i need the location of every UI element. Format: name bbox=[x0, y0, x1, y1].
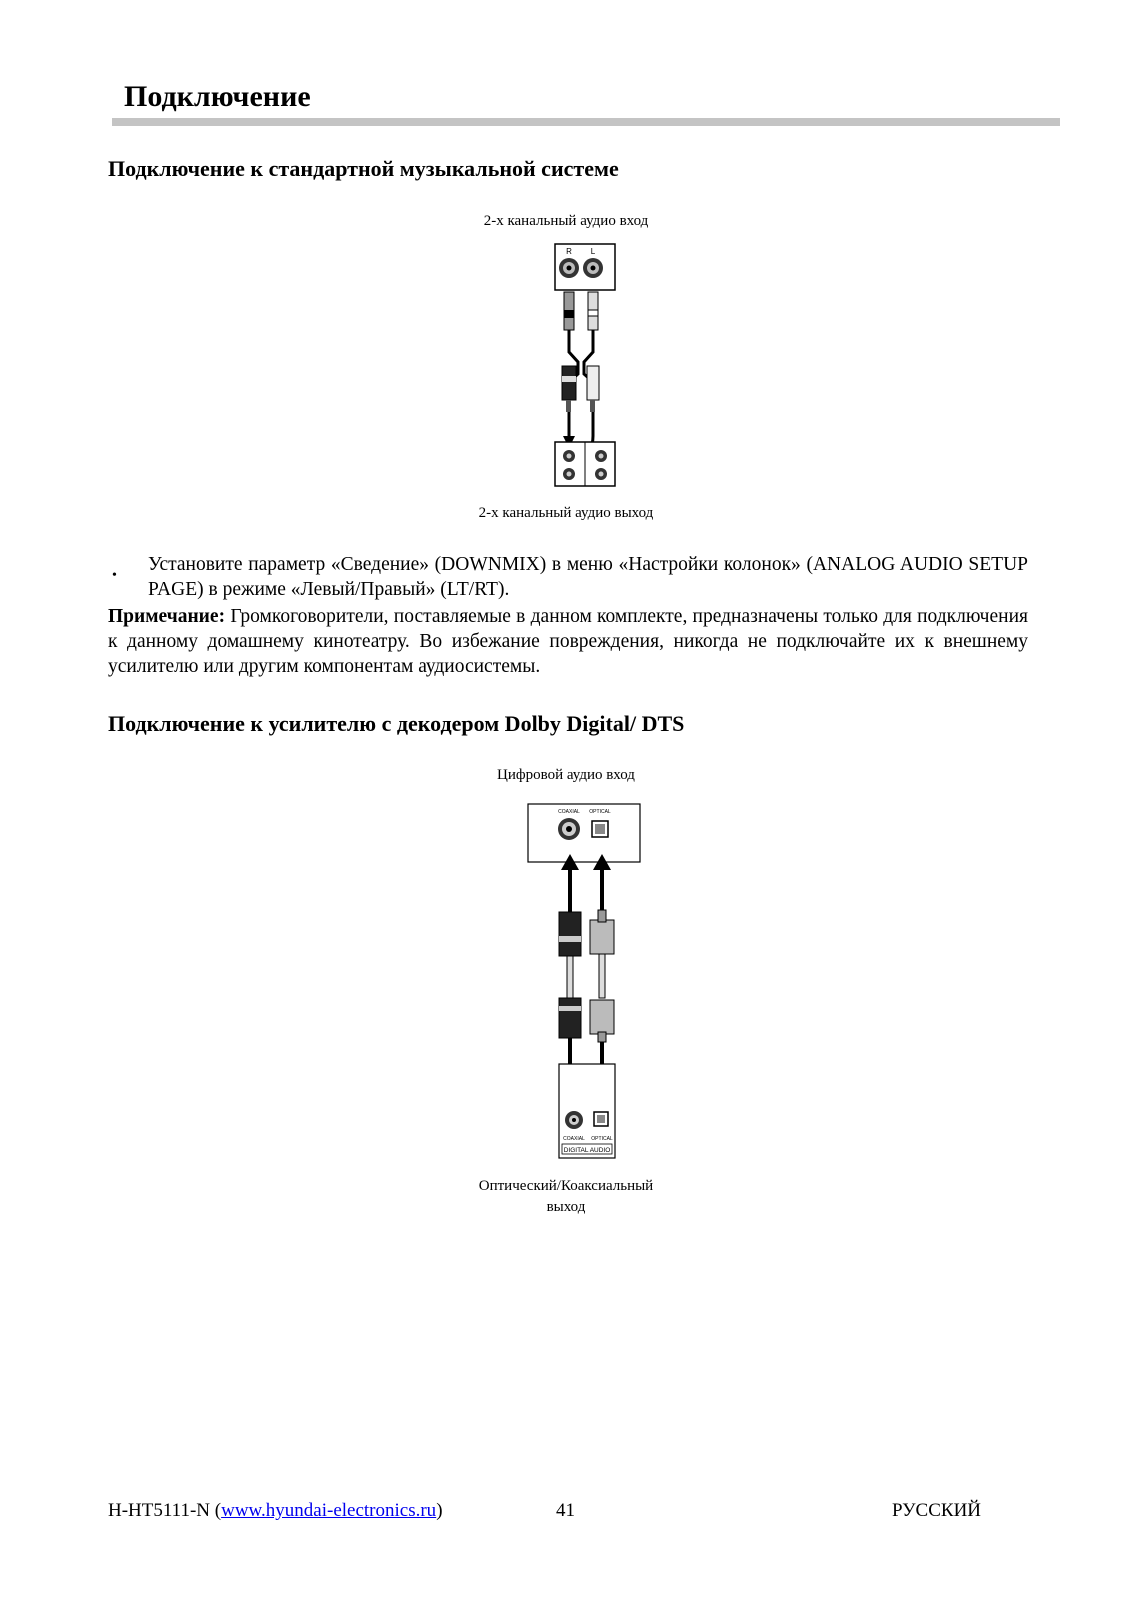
footer-model-suffix: ) bbox=[436, 1500, 443, 1521]
title-divider bbox=[112, 118, 1060, 126]
note-text: Громкоговорители, поставляемые в данном комплекте, предназначены только для подключения к данному домашнему кинотеатру. Во избежание повреждения, никогда не подключайте их к внешнему усилителю или другим компонентам аудиосистемы. bbox=[108, 606, 1028, 677]
coaxial-jack-icon bbox=[565, 1111, 583, 1129]
digital-input-panel bbox=[528, 804, 640, 862]
coaxial-jack-icon bbox=[558, 818, 580, 840]
section1-caption-top: 2-х канальный аудио вход bbox=[483, 213, 649, 229]
page-title: Подключение bbox=[124, 80, 311, 113]
top-optical-label: OPTICAL bbox=[589, 809, 611, 815]
footer-page-number: 41 bbox=[556, 1500, 575, 1521]
digital-audio-label: DIGITAL AUDIO bbox=[563, 1147, 611, 1154]
bottom-optical-label: OPTICAL bbox=[591, 1136, 613, 1142]
note-label: Примечание: bbox=[108, 606, 226, 627]
jack-label-left: L bbox=[590, 247, 596, 256]
bullet-dot-icon: • bbox=[112, 568, 117, 583]
section2-caption-top: Цифровой аудио вход bbox=[497, 767, 635, 783]
section2-heading: Подключение к усилителю с декодером Dolby Digital/ DTS bbox=[108, 711, 685, 736]
jack-label-right: R bbox=[566, 247, 572, 256]
footer-url-link[interactable]: www.hyundai-electronics.ru bbox=[221, 1500, 437, 1521]
footer-model-prefix: H-HT5111-N ( bbox=[108, 1500, 222, 1521]
rca-jack-left-icon bbox=[583, 258, 603, 278]
section2-caption-bottom-2: выход bbox=[546, 1199, 586, 1215]
section1-heading: Подключение к стандартной музыкальной системе bbox=[108, 156, 619, 181]
stereo-rca-cable-diagram bbox=[540, 240, 630, 490]
rca-jack-right-icon bbox=[559, 258, 579, 278]
optical-port-icon bbox=[592, 821, 608, 837]
top-coaxial-label: COAXIAL bbox=[558, 809, 580, 815]
footer-model bbox=[108, 1500, 443, 1522]
optical-port-icon bbox=[594, 1112, 608, 1126]
bottom-coaxial-label: COAXIAL bbox=[563, 1136, 585, 1142]
section1-caption-bottom: 2-х канальный аудио выход bbox=[478, 505, 654, 521]
digital-audio-cable-diagram bbox=[524, 800, 644, 1165]
section2-caption-bottom-1: Оптический/Коаксиальный bbox=[478, 1178, 654, 1194]
footer-language: РУССКИЙ bbox=[892, 1500, 982, 1521]
note-paragraph bbox=[108, 604, 1028, 679]
bullet-text: Установите параметр «Сведение» (DOWNMIX) в меню «Настройки колонок» (ANALOG AUDIO SETUP PAGE) в режиме «Левый/Правый» (LT/RT). bbox=[148, 554, 1028, 600]
